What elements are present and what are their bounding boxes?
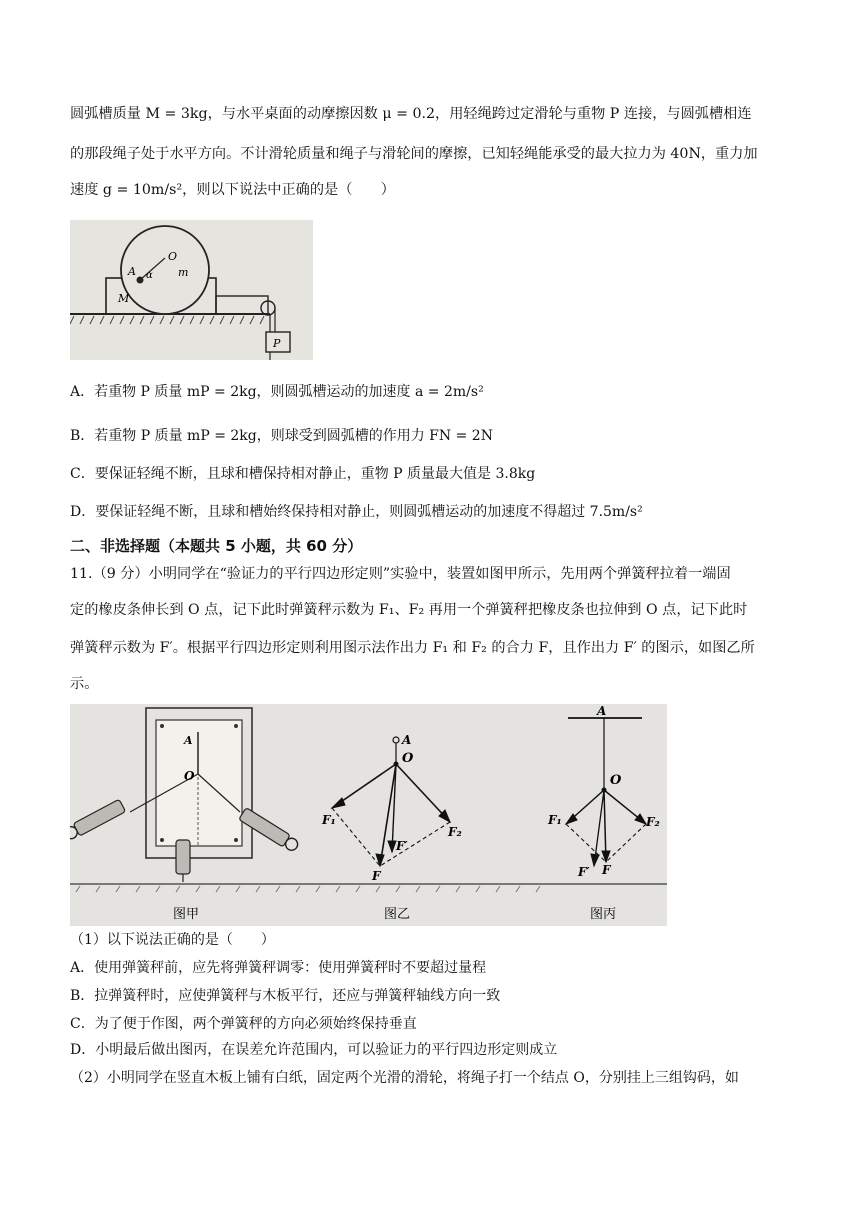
q11-line-3: 弹簧秤示数为 F′。根据平行四边形定则利用图示法作出力 F₁ 和 F₂ 的合力 F，且作出力 F′ 的图示，如图乙所 — [70, 640, 755, 656]
label-O: O — [168, 250, 178, 263]
label-A: A — [128, 265, 136, 278]
q11-sub2: （2）小明同学在竖直木板上铺有白纸，固定两个光滑的滑轮，将绳子打一个结点 O，分别挂上三组钩码，如 — [70, 1070, 739, 1086]
q10-option-a: A．若重物 P 质量 mP = 2kg，则圆弧槽运动的加速度 a = 2m/s² — [70, 384, 484, 400]
label-P: P — [273, 337, 281, 350]
q10-line-3: 速度 g = 10m/s²，则以下说法中正确的是（ ） — [70, 182, 395, 198]
q10-option-b: B．若重物 P 质量 mP = 2kg，则球受到圆弧槽的作用力 FN = 2N — [70, 428, 493, 444]
q11-sub1: （1）以下说法正确的是（ ） — [70, 932, 275, 948]
bing-label-F: F — [602, 863, 611, 877]
yi-label-A: A — [402, 733, 412, 747]
caption-bing: 图丙 — [590, 907, 617, 922]
bing-label-O: O — [610, 773, 622, 788]
q10-line-1: 圆弧槽质量 M = 3kg，与水平桌面的动摩擦因数 μ = 0.2，用轻绳跨过定滑轮与重物 P 连接，与圆弧槽相连 — [70, 106, 752, 122]
q10-line-2: 的那段绳子处于水平方向。不计滑轮质量和绳子与滑轮间的摩擦，已知轻绳能承受的最大拉力为 40N，重力加 — [70, 146, 758, 162]
caption-yi: 图乙 — [384, 907, 411, 922]
yi-label-F2: F₂ — [448, 825, 462, 839]
yi-label-O: O — [402, 751, 414, 766]
yi-label-F: F — [372, 869, 381, 883]
q11-line-4: 示。 — [70, 676, 99, 692]
q10-figure-drawing — [70, 220, 313, 360]
section-heading: 二、非选择题（本题共 5 小题，共 60 分） — [70, 537, 363, 555]
q11-line-2: 定的橡皮条伸长到 O 点，记下此时弹簧秤示数为 F₁、F₂ 再用一个弹簧秤把橡皮条也拉伸到 O 点，记下此时 — [70, 602, 748, 618]
q11-option-d: D．小明最后做出图丙，在误差允许范围内，可以验证力的平行四边形定则成立 — [70, 1042, 558, 1058]
bing-label-F2: F₂ — [646, 815, 660, 829]
yi-label-Fp: F′ — [396, 839, 408, 853]
q11-option-b: B．拉弹簧秤时，应使弹簧秤与木板平行，还应与弹簧秤轴线方向一致 — [70, 988, 501, 1004]
label-alpha: α — [146, 270, 153, 281]
label-m: m — [178, 266, 189, 279]
q10-option-c: C．要保证轻绳不断，且球和槽保持相对静止，重物 P 质量最大值是 3.8kg — [70, 466, 536, 482]
jia-label-O: O — [184, 769, 195, 783]
bing-label-Fp: F′ — [578, 865, 590, 879]
yi-label-F1: F₁ — [322, 813, 336, 827]
caption-jia: 图甲 — [173, 907, 200, 922]
label-M: M — [118, 292, 130, 305]
q10-figure — [70, 220, 313, 360]
q11-figure — [70, 704, 667, 926]
q11-figure-drawing — [70, 704, 667, 926]
bing-label-F1: F₁ — [548, 813, 562, 827]
bing-label-A: A — [597, 704, 607, 718]
jia-label-A: A — [184, 734, 193, 747]
q11-option-c: C．为了便于作图，两个弹簧秤的方向必须始终保持垂直 — [70, 1016, 417, 1032]
q11-line-1: 11.（9 分）小明同学在“验证力的平行四边形定则”实验中，装置如图甲所示，先用两个弹簧秤拉着一端固 — [70, 566, 731, 582]
q11-option-a: A．使用弹簧秤前，应先将弹簧秤调零：使用弹簧秤时不要超过量程 — [70, 960, 487, 976]
q10-option-d: D．要保证轻绳不断，且球和槽始终保持相对静止，则圆弧槽运动的加速度不得超过 7.5m/s² — [70, 504, 643, 520]
